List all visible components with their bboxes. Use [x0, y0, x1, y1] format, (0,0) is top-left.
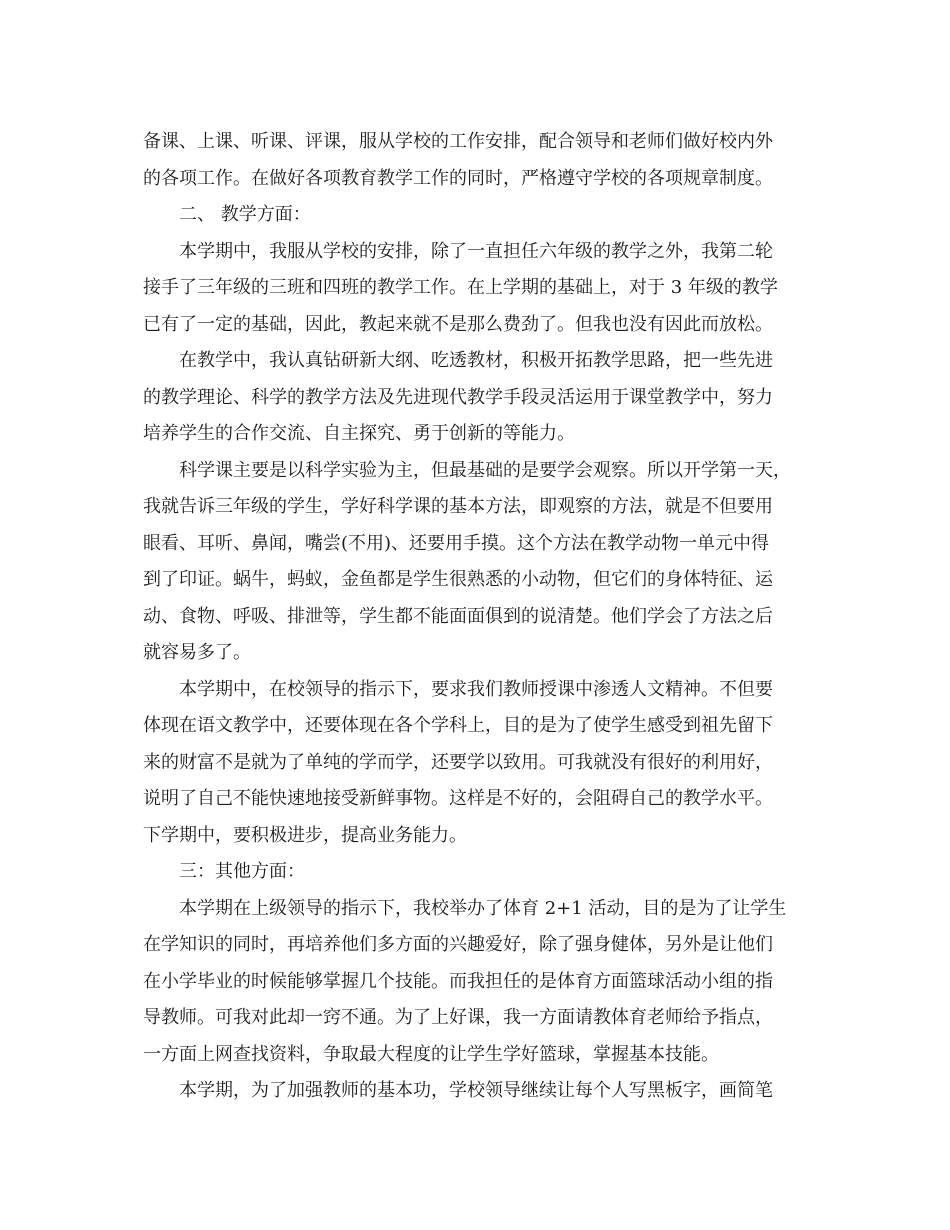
text-line: 来的财富不是就为了单纯的学而学，还要学以致用。可我就没有很好的利用好，: [143, 751, 773, 773]
text-line: 在学知识的同时，再培养他们多方面的兴趣爱好，除了强身健体，另外是让他们: [143, 934, 773, 955]
text-line: 的各项工作。在做好各项教育教学工作的同时，严格遵守学校的各项规章制度。: [143, 167, 773, 189]
text-line: 动、食物、呼吸、排泄等，学生都不能面面俱到的说清楚。他们学会了方法之后: [143, 605, 773, 627]
paragraph-first-line: 二、 教学方面：: [179, 204, 311, 225]
text-line: 已有了一定的基础，因此，教起来就不是那么费劲了。但我也没有因此而放松。: [143, 313, 773, 335]
paragraph-first-line: 本学期中，我服从学校的安排，除了一直担任六年级的教学之外，我第二轮: [179, 240, 773, 262]
paragraph-first-line: 三：其他方面：: [179, 861, 305, 882]
text-line: 备课、上课、听课、评课，服从学校的工作安排，配合领导和老师们做好校内外: [143, 131, 773, 152]
text-line: 一方面上网查找资料，争取最大程度的让学生学好篮球，掌握基本技能。: [143, 1043, 719, 1065]
text-line: 导教师。可我对此却一窍不通。为了上好课，我一方面请教体育老师给予指点，: [143, 1007, 773, 1028]
text-line: 眼看、耳听、鼻闻，嘴尝(不用)、还要用手摸。这个方法在教学动物一单元中得: [143, 532, 770, 554]
paragraph-first-line: 本学期中，在校领导的指示下，要求我们教师授课中渗透人文精神。不但要: [179, 678, 773, 700]
paragraph-first-line: 本学期在上级领导的指示下，我校举办了体育 2+1 活动，目的是为了让学生: [179, 897, 787, 919]
paragraph-first-line: 科学课主要是以科学实验为主，但最基础的是要学会观察。所以开学第一天，: [179, 459, 791, 481]
text-line: 接手了三年级的三班和四班的教学工作。在上学期的基础上，对于 3 年级的教学: [143, 277, 778, 298]
text-line: 说明了自己不能快速地接受新鲜事物。这样是不好的，会阻碍自己的教学水平。: [143, 788, 773, 809]
text-line: 下学期中，要积极进步，提高业务能力。: [143, 824, 467, 846]
text-line: 就容易多了。: [143, 642, 251, 663]
text-line: 体现在语文教学中，还要体现在各个学科上，目的是为了使学生感受到祖先留下: [143, 715, 773, 736]
text-line: 到了印证。蜗牛，蚂蚁，金鱼都是学生很熟悉的小动物，但它们的身体特征、运: [143, 569, 773, 590]
document-body: [143, 124, 807, 1110]
paragraph-first-line: 本学期，为了加强教师的基本功，学校领导继续让每个人写黑板字，画简笔: [179, 1080, 773, 1101]
paragraph-first-line: 在教学中，我认真钻研新大纲、吃透教材，积极开拓教学思路，把一些先进: [179, 350, 773, 371]
text-line: 在小学毕业的时候能够掌握几个技能。而我担任的是体育方面篮球活动小组的指: [143, 970, 773, 992]
text-line: 的教学理论、科学的教学方法及先进现代教学手段灵活运用于课堂教学中，努力: [143, 386, 773, 408]
text-line: 培养学生的合作交流、自主探究、勇于创新的等能力。: [143, 423, 575, 444]
text-line: 我就告诉三年级的学生，学好科学课的基本方法，即观察的方法，就是不但要用: [143, 496, 773, 517]
